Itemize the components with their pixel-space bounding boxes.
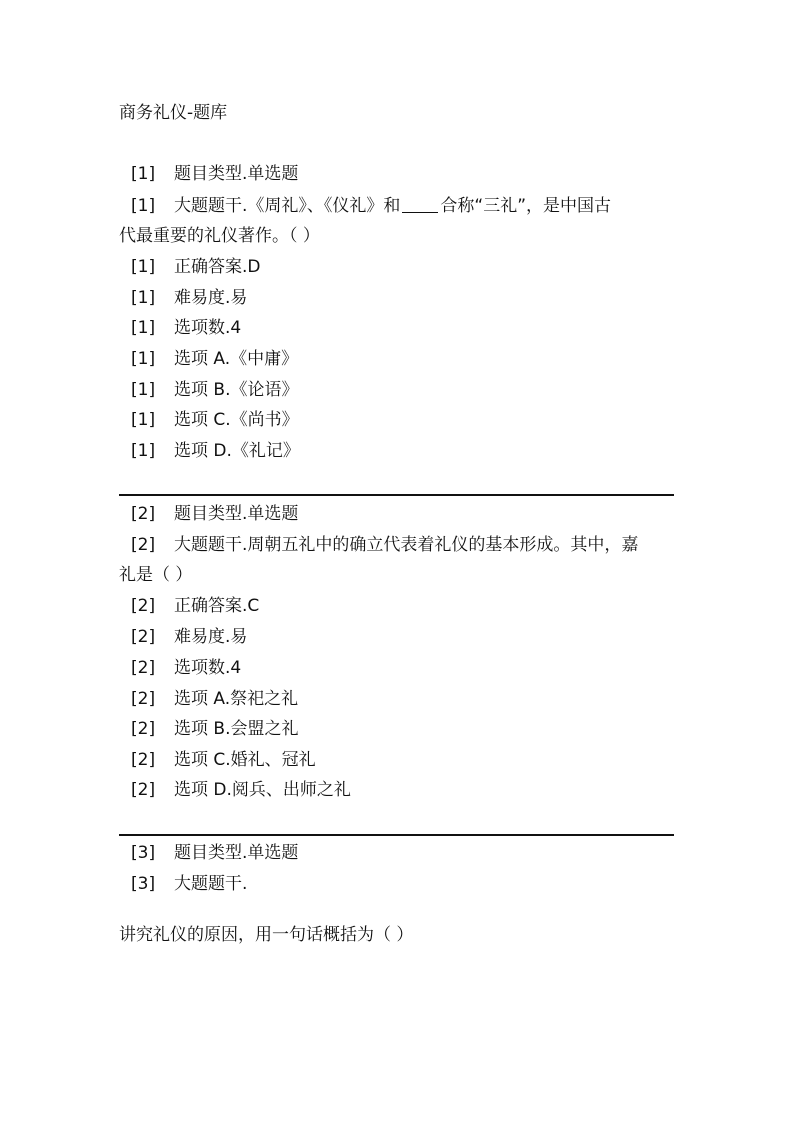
q1-tag: [1] bbox=[131, 257, 156, 277]
q2-option-a bbox=[131, 686, 298, 712]
q1-tag: [1] bbox=[131, 196, 156, 216]
q1-stem-pre: 大题题干.《周礼》、《仪礼》和 bbox=[174, 196, 401, 216]
q1-tag: [1] bbox=[131, 349, 156, 369]
q1-type-text: 题目类型.单选题 bbox=[174, 164, 299, 184]
q2-tag: [2] bbox=[131, 658, 156, 678]
q2-option-c bbox=[131, 747, 316, 773]
q2-option-count-text: 选项数.4 bbox=[174, 658, 242, 678]
q2-tag: [2] bbox=[131, 627, 156, 647]
q1-stem bbox=[131, 193, 611, 219]
q2-option-count bbox=[131, 655, 241, 681]
q1-option-b-text: 选项 B.《论语》 bbox=[174, 380, 299, 400]
q3-type bbox=[131, 840, 298, 866]
q2-difficulty bbox=[131, 624, 247, 650]
q1-option-a-text: 选项 A.《中庸》 bbox=[174, 349, 299, 369]
q1-tag: [1] bbox=[131, 410, 156, 430]
q1-option-c bbox=[131, 407, 299, 433]
q1-option-c-text: 选项 C.《尚书》 bbox=[174, 410, 299, 430]
q3-tag: [3] bbox=[131, 874, 156, 894]
q2-type bbox=[131, 501, 298, 527]
fill-blank bbox=[402, 195, 438, 213]
q1-tag: [1] bbox=[131, 441, 156, 461]
question-divider bbox=[119, 494, 674, 496]
q2-tag: [2] bbox=[131, 780, 156, 800]
q1-answer bbox=[131, 254, 261, 280]
q2-option-c-text: 选项 C.婚礼、冠礼 bbox=[174, 750, 316, 770]
q1-tag: [1] bbox=[131, 380, 156, 400]
q1-difficulty-text: 难易度.易 bbox=[174, 288, 248, 308]
q1-answer-text: 正确答案.D bbox=[174, 257, 261, 277]
q1-type bbox=[131, 161, 298, 187]
q1-option-d-text: 选项 D.《礼记》 bbox=[174, 441, 300, 461]
q1-option-a bbox=[131, 346, 298, 372]
q1-option-b bbox=[131, 377, 298, 403]
q2-tag: [2] bbox=[131, 596, 156, 616]
q1-option-count bbox=[131, 315, 241, 341]
q2-type-text: 题目类型.单选题 bbox=[174, 504, 299, 524]
q2-option-d-text: 选项 D.阅兵、出师之礼 bbox=[174, 780, 351, 800]
q1-stem-cont: 代最重要的礼仪著作。（ ） bbox=[119, 226, 320, 246]
q2-option-b-text: 选项 B.会盟之礼 bbox=[174, 719, 299, 739]
q3-stem bbox=[131, 871, 247, 897]
q1-option-d bbox=[131, 438, 300, 464]
q2-stem bbox=[131, 532, 638, 558]
q2-tag: [2] bbox=[131, 504, 156, 524]
q2-tag: [2] bbox=[131, 719, 156, 739]
document-title: 商务礼仪-题库 bbox=[119, 103, 228, 123]
q3-stem-body: 讲究礼仪的原因，用一句话概括为（ ） bbox=[119, 925, 414, 945]
q1-tag: [1] bbox=[131, 288, 156, 308]
q2-tag: [2] bbox=[131, 535, 156, 555]
q1-tag: [1] bbox=[131, 318, 156, 338]
q1-stem-post: 合称“三礼”，是中国古 bbox=[440, 196, 612, 216]
q2-option-a-text: 选项 A.祭祀之礼 bbox=[174, 689, 299, 709]
q2-tag: [2] bbox=[131, 750, 156, 770]
q2-difficulty-text: 难易度.易 bbox=[174, 627, 248, 647]
q2-answer bbox=[131, 593, 259, 619]
question-divider bbox=[119, 834, 674, 836]
q1-difficulty bbox=[131, 285, 247, 311]
q2-stem-cont: 礼是（ ） bbox=[119, 565, 193, 585]
q2-option-d bbox=[131, 777, 351, 803]
q2-answer-text: 正确答案.C bbox=[174, 596, 260, 616]
q3-stem-text: 大题题干. bbox=[174, 874, 248, 894]
q2-option-b bbox=[131, 716, 298, 742]
q1-tag: [1] bbox=[131, 164, 156, 184]
q1-option-count-text: 选项数.4 bbox=[174, 318, 242, 338]
q3-tag: [3] bbox=[131, 843, 156, 863]
q2-tag: [2] bbox=[131, 689, 156, 709]
q2-stem-text: 大题题干.周朝五礼中的确立代表着礼仪的基本形成。其中，嘉 bbox=[174, 535, 639, 555]
q3-type-text: 题目类型.单选题 bbox=[174, 843, 299, 863]
